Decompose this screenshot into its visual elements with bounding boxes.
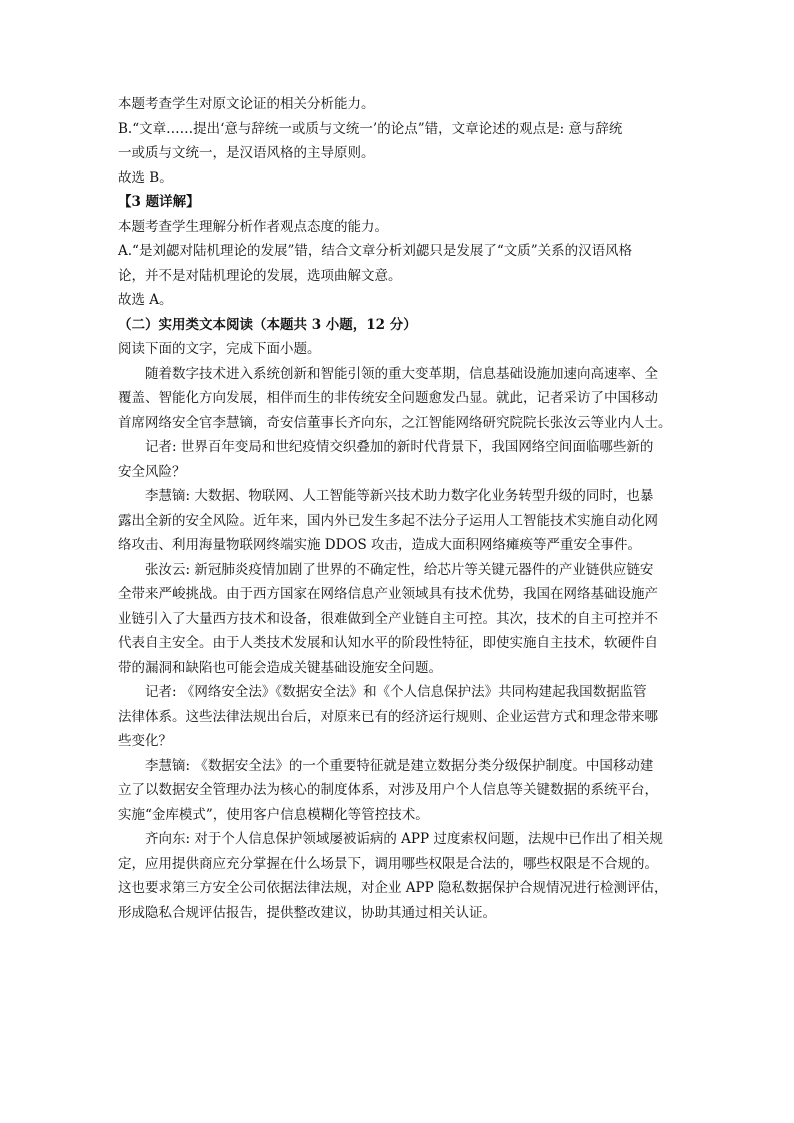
text-line: 这也要求第三方安全公司依据法律法规，对企业 APP 隐私数据保护合规情况进行检测评估， xyxy=(118,880,668,896)
text-line: 代表自主安全。由于人类技术发展和认知水平的阶段性特征，即使实施自主技术，软硬件自 xyxy=(118,635,658,651)
text-line: 安全风险？ xyxy=(118,463,186,480)
paragraph-start: 随着数字技术进入系统创新和智能引领的重大变革期，信息基础设施加速向高速率、全 xyxy=(145,365,658,382)
text-line: 露出全新的安全风险。近年来，国内外已发生多起不法分子运用人工智能技术实施自动化网 xyxy=(118,512,658,529)
text-line: A.“是刘勰对陆机理论的发展”错，结合文章分析刘勰只是发展了“文质”关系的汉语风格 xyxy=(118,243,633,259)
text-line: 阅读下面的文字，完成下面小题。 xyxy=(118,341,321,357)
paragraph-start: 李慧镝: 《数据安全法》的一个重要特征就是建立数据分类分级保护制度。中国移动建 xyxy=(145,757,654,774)
paragraph-start: 李慧镝: 大数据、物联网、人工智能等新兴技术助力数字化业务转型升级的同时，也暴 xyxy=(145,488,654,504)
text-line: 覆盖、智能化方向发展，相伴而生的非传统安全问题愈发凸显。就此，记者采访了中国移动 xyxy=(118,390,658,406)
paragraph-start: 记者: 世界百年变局和世纪疫情交织叠加的新时代背景下，我国网络空间面临哪些新的 xyxy=(145,439,654,455)
text-line: B.“文章……提出‘意与辞统一或质与文统一’的论点”错，文章论述的观点是: 意与辞统 xyxy=(118,120,623,137)
text-line: 络攻击、利用海量物联网终端实施 DDOS 攻击，造成大面积网络瘫痪等严重安全事件。 xyxy=(118,537,642,553)
text-line: 论，并不是对陆机理论的发展，选项曲解文意。 xyxy=(118,267,402,284)
text-line: 形成隐私合规评估报告，提供整改建议，协助其通过相关认证。 xyxy=(118,904,496,921)
text-line: 定，应用提供商应充分掌握在什么场景下，调用哪些权限是合法的，哪些权限是不合规的。 xyxy=(118,855,658,872)
paragraph-start: 齐向东: 对于个人信息保护领域屡被诟病的 APP 过度索权问题，法规中已作出了相关规 xyxy=(145,831,663,847)
text-line: 实施“金库模式”，使用客户信息模糊化等管控技术。 xyxy=(118,806,429,823)
section-heading: 【3 题详解】 xyxy=(118,194,200,210)
text-line: 法律体系。这些法律法规出台后，对原来已有的经济运行规则、企业运营方式和理念带来哪 xyxy=(118,708,658,725)
text-line: 立了以数据安全管理办法为核心的制度体系，对涉及用户个人信息等关键数据的系统平台， xyxy=(118,782,658,798)
text-line: 本题考查学生理解分析作者观点态度的能力。 xyxy=(118,218,388,235)
text-line: 一或质与文统一，是汉语风格的主导原则。 xyxy=(118,145,375,161)
text-line: 全带来严峻挑战。由于西方国家在网络信息产业领域具有技术优势，我国在网络基础设施产 xyxy=(118,586,658,602)
paragraph-start: 张汝云: 新冠肺炎疫情加剧了世界的不确定性，给芯片等关键元器件的产业链供应链安 xyxy=(145,561,654,578)
document-page xyxy=(118,92,678,925)
text-line: 带的漏洞和缺陷也可能会造成关键基础设施安全问题。 xyxy=(118,659,442,676)
section-heading: （二）实用类文本阅读（本题共 3 小题，12 分） xyxy=(118,316,417,333)
text-line: 故选 A。 xyxy=(118,292,173,308)
paragraph-start: 记者: 《网络安全法》《数据安全法》和《个人信息保护法》共同构建起我国数据监管 xyxy=(145,684,647,700)
text-line: 故选 B。 xyxy=(118,169,173,186)
text-line: 首席网络安全官李慧镝，奇安信董事长齐向东，之江智能网络研究院院长张汝云等业内人士。 xyxy=(118,414,672,431)
text-line: 些变化？ xyxy=(118,733,172,749)
text-line: 本题考查学生对原文论证的相关分析能力。 xyxy=(118,96,375,112)
text-line: 业链引入了大量西方技术和设备，很难做到全产业链自主可控。其次，技术的自主可控并不 xyxy=(118,610,658,627)
